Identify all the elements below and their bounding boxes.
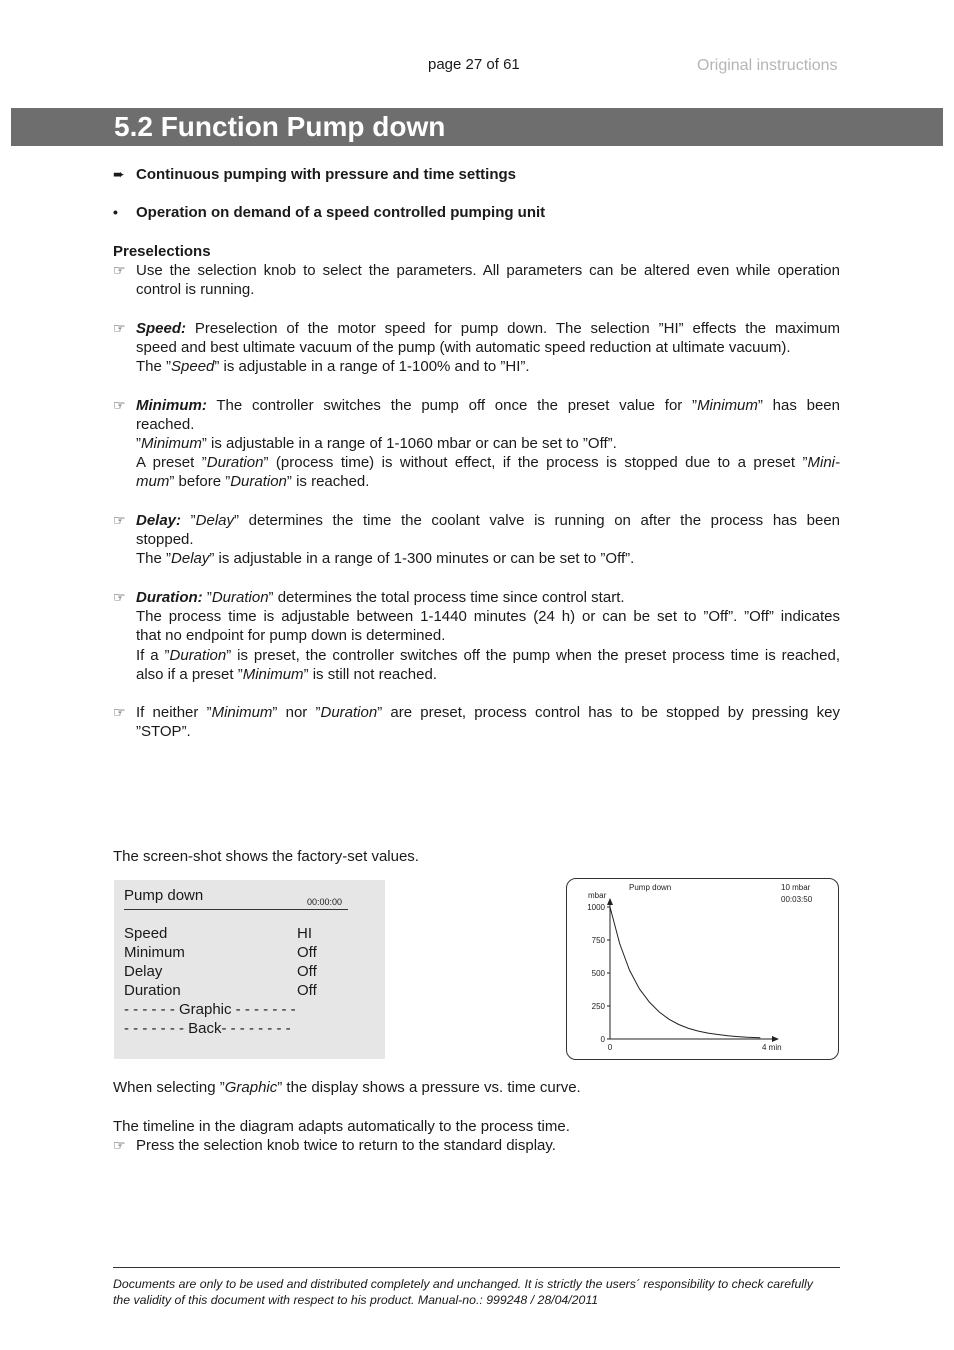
text: If a ”	[136, 647, 170, 664]
footer-line-1: Documents are only to be used and distributed completely and unchanged. It is strictly the users´ responsibility to check carefully	[113, 1277, 813, 1291]
hand-pointer-icon: ☞	[113, 589, 126, 605]
text: ” the display shows a pressure vs. time curve.	[277, 1079, 581, 1096]
text: also if a preset ”	[136, 666, 243, 683]
text: ” is preset, the controller switches off the pump when the preset process time is reached,	[226, 647, 840, 664]
footer-line-2: the validity of this document with respect to his product. Manual-no.: 999248 / 28/04/2011	[113, 1293, 599, 1307]
duration-line-3: that no endpoint for pump down is determined.	[136, 627, 446, 644]
speed-line-3	[136, 357, 530, 376]
menu-speed-value: HI	[297, 925, 312, 942]
hand-pointer-icon: ☞	[113, 397, 126, 413]
hand-pointer-icon: ☞	[113, 512, 126, 528]
y-axis-arrow	[607, 898, 613, 905]
y-tick-label: 250	[591, 1002, 605, 1011]
menu-speed-label[interactable]: Speed	[124, 925, 168, 942]
text: ”	[190, 512, 196, 529]
chart-title: Pump down	[629, 883, 672, 892]
screen-title: Pump down	[124, 887, 204, 904]
section-title-bar	[11, 108, 943, 146]
menu-graphic-item[interactable]: - - - - - - Graphic - - - - - - -	[124, 1001, 296, 1018]
y-tick-label: 1000	[587, 903, 605, 912]
screen-divider	[124, 909, 348, 910]
graphic-note	[113, 1078, 581, 1097]
emphasis: Minimum	[242, 666, 304, 683]
text: When selecting ”	[113, 1079, 225, 1096]
duration-line-1	[136, 588, 625, 607]
duration-line-2: The process time is adjustable between 1-1440 minutes (24 h) or can be set to ”Off”. ”Off” indicates	[136, 608, 840, 625]
text: ” is adjustable in a range of 1-300 minutes or can be set to ”Off”.	[209, 550, 635, 567]
y-tick-label: 500	[591, 969, 605, 978]
duration-line-5	[136, 665, 437, 684]
text: A preset ”	[136, 454, 207, 471]
menu-minimum-value: Off	[297, 944, 317, 961]
menu-delay-label[interactable]: Delay	[124, 963, 163, 980]
intro-line-1: Use the selection knob to select the parameters. All parameters can be altered even while operation	[136, 262, 840, 279]
y-tick-label: 0	[600, 1035, 605, 1044]
hand-pointer-icon: ☞	[113, 1137, 126, 1153]
x-tick-label: 4 min	[762, 1043, 782, 1052]
emphasis: Graphic	[224, 1079, 278, 1096]
menu-duration-label[interactable]: Duration	[124, 982, 181, 999]
text: The ”	[136, 358, 172, 375]
hand-pointer-icon: ☞	[113, 262, 126, 278]
pressure-graph-screen	[566, 878, 839, 1060]
text: ” is still not reached.	[303, 666, 437, 683]
feature-continuous-pumping: Continuous pumping with pressure and time settings	[136, 166, 517, 183]
minimum-label: Minimum:	[136, 397, 207, 414]
page-number: page 27 of 61	[428, 56, 520, 73]
hand-pointer-icon: ☞	[113, 704, 126, 720]
footer-disclaimer	[113, 1276, 853, 1308]
neither-line-1	[136, 703, 840, 722]
duration-label: Duration:	[136, 589, 203, 606]
text: The controller switches the pump off once the preset value for ”	[216, 397, 698, 414]
emphasis: Duration	[211, 589, 269, 606]
emphasis: Duration	[169, 647, 227, 664]
speed-label: Speed:	[136, 320, 187, 337]
pressure-chart	[567, 879, 838, 1059]
text: ”	[136, 435, 141, 452]
emphasis: mum	[136, 473, 170, 490]
minimum-line-3	[136, 434, 617, 453]
feature-operation-on-demand: Operation on demand of a speed controlled pumping unit	[136, 204, 546, 221]
return-note: Press the selection knob twice to return to the standard display.	[136, 1137, 556, 1154]
text: ” is reached.	[286, 473, 370, 490]
intro-line-2: control is running.	[136, 281, 255, 298]
section-title: 5.2 Function Pump down	[114, 111, 446, 142]
speed-line-1	[136, 319, 840, 338]
neither-line-2: ”STOP”.	[136, 723, 191, 740]
emphasis: Mini-	[807, 454, 840, 471]
original-instructions-label: Original instructions	[697, 57, 838, 74]
x-tick-label: 0	[607, 1043, 613, 1052]
delay-line-2: stopped.	[136, 531, 194, 548]
delay-line-3	[136, 549, 634, 568]
text: ” has been	[757, 397, 840, 414]
pressure-curve	[610, 907, 760, 1038]
speed-line-2: speed and best ultimate vacuum of the pump (with automatic speed reduction at ultimate vacuum).	[136, 339, 791, 356]
screen-time: 00:00:00	[307, 897, 343, 907]
hand-pointer-icon: ☞	[113, 320, 126, 336]
y-tick-label: 750	[591, 936, 605, 945]
emphasis: Duration	[320, 704, 378, 721]
arrow-icon: ➨	[113, 166, 125, 182]
text: ” determines the time the coolant valve is running on after the process has been	[234, 512, 841, 529]
emphasis: Delay	[195, 512, 235, 529]
minimum-line-1	[136, 396, 840, 415]
text: ” are preset, process control has to be stopped by pressing key	[377, 704, 840, 721]
screenshot-note: The screen-shot shows the factory-set values.	[113, 848, 419, 865]
emphasis: Speed	[171, 358, 215, 375]
chart-status-time: 00:03:50	[781, 895, 813, 904]
timeline-note: The timeline in the diagram adapts automatically to the process time.	[113, 1118, 570, 1135]
chart-status-pressure: 10 mbar	[781, 883, 811, 892]
menu-minimum-label[interactable]: Minimum	[124, 944, 185, 961]
text: ” determines the total process time since control start.	[268, 589, 625, 606]
emphasis: Minimum	[211, 704, 273, 721]
text: ” (process time) is without effect, if the process is stopped due to a preset ”	[263, 454, 808, 471]
speed-text: Preselection of the motor speed for pump down. The selection ”HI” effects the maximum	[194, 320, 841, 337]
menu-duration-value: Off	[297, 982, 317, 999]
text: ” nor ”	[272, 704, 321, 721]
delay-line-1	[136, 511, 840, 530]
text: ”	[206, 589, 212, 606]
duration-line-4	[136, 646, 840, 665]
emphasis: Minimum	[141, 435, 202, 452]
emphasis: Duration	[230, 473, 287, 490]
minimum-line-5	[136, 472, 369, 491]
y-axis-label: mbar	[588, 891, 607, 900]
controller-screen	[114, 880, 385, 1059]
menu-back-item[interactable]: - - - - - - - Back- - - - - - - -	[124, 1020, 291, 1037]
text: ” before ”	[169, 473, 231, 490]
text: The ”	[136, 550, 172, 567]
emphasis: Delay	[171, 550, 210, 567]
text: If neither ”	[136, 704, 212, 721]
minimum-line-4	[136, 453, 840, 472]
bullet-icon: •	[113, 204, 118, 220]
delay-label: Delay:	[136, 512, 182, 529]
text: ” is adjustable in a range of 1-1060 mbar or can be set to ”Off”.	[201, 435, 617, 452]
emphasis: Minimum	[697, 397, 758, 414]
preselections-heading: Preselections	[113, 243, 211, 260]
footer-rule	[113, 1267, 840, 1268]
minimum-line-2: reached.	[136, 416, 195, 433]
emphasis: Duration	[206, 454, 264, 471]
text: ” is adjustable in a range of 1-100% and to ”HI”.	[214, 358, 530, 375]
menu-delay-value: Off	[297, 963, 317, 980]
x-axis-arrow	[772, 1036, 779, 1042]
